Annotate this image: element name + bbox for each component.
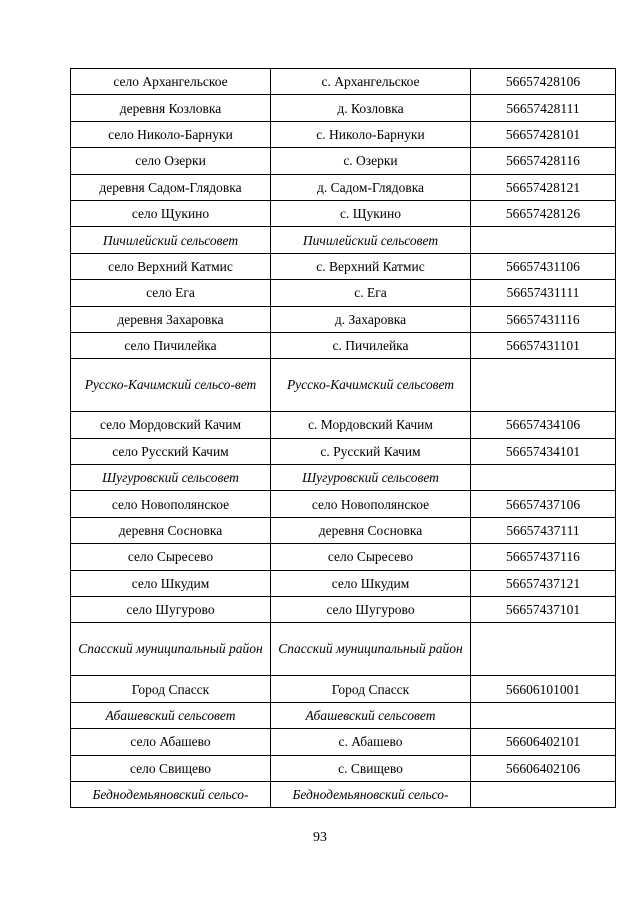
cell-name: село Верхний Катмис (71, 253, 271, 279)
cell-short-name: село Сыресево (271, 544, 471, 570)
table-row (71, 332, 616, 358)
table-row (71, 95, 616, 121)
cell-code (471, 781, 616, 807)
cell-short-name: с. Мордовский Качим (271, 412, 471, 438)
table-row (71, 623, 616, 676)
cell-short-name: Спасский муниципальный район (271, 623, 471, 676)
cell-name: село Русский Качим (71, 438, 271, 464)
cell-short-name: д. Козловка (271, 95, 471, 121)
table-row (71, 702, 616, 728)
cell-name: Русско-Качимский сельсо-вет (71, 359, 271, 412)
cell-code: 56657431101 (471, 332, 616, 358)
table-row (71, 438, 616, 464)
table-row (71, 412, 616, 438)
cell-short-name: д. Садом-Глядовка (271, 174, 471, 200)
table-row (71, 544, 616, 570)
cell-code: 56657434101 (471, 438, 616, 464)
table-row (71, 148, 616, 174)
cell-name: село Щукино (71, 200, 271, 226)
table-row (71, 306, 616, 332)
cell-short-name: село Новополянское (271, 491, 471, 517)
cell-name: село Свищево (71, 755, 271, 781)
cell-short-name: Шугуровский сельсовет (271, 465, 471, 491)
cell-code: 56606402101 (471, 729, 616, 755)
cell-short-name: с. Озерки (271, 148, 471, 174)
cell-short-name: Город Спасск (271, 676, 471, 702)
table-row (71, 465, 616, 491)
cell-code: 56606402106 (471, 755, 616, 781)
table-row (71, 729, 616, 755)
cell-code: 56657431116 (471, 306, 616, 332)
table-row (71, 121, 616, 147)
cell-code: 56657437101 (471, 597, 616, 623)
cell-name: село Озерки (71, 148, 271, 174)
cell-short-name: с. Пичилейка (271, 332, 471, 358)
cell-name: село Абашево (71, 729, 271, 755)
cell-name: Абашевский сельсовет (71, 702, 271, 728)
cell-name: село Архангельское (71, 69, 271, 95)
cell-code (471, 227, 616, 253)
cell-code: 56657437116 (471, 544, 616, 570)
cell-code: 56657428111 (471, 95, 616, 121)
cell-code: 56657434106 (471, 412, 616, 438)
cell-short-name: деревня Сосновка (271, 517, 471, 543)
table-row (71, 280, 616, 306)
table-row (71, 781, 616, 807)
cell-code: 56657428101 (471, 121, 616, 147)
cell-name: село Мордовский Качим (71, 412, 271, 438)
table-row (71, 227, 616, 253)
cell-short-name: с. Свищево (271, 755, 471, 781)
cell-code (471, 702, 616, 728)
page-number: 93 (313, 830, 327, 845)
cell-name: деревня Садом-Глядовка (71, 174, 271, 200)
cell-name: деревня Козловка (71, 95, 271, 121)
cell-code: 56657437106 (471, 491, 616, 517)
cell-short-name: с. Архангельское (271, 69, 471, 95)
cell-code: 56657437111 (471, 517, 616, 543)
table-row (71, 174, 616, 200)
cell-code: 56606101001 (471, 676, 616, 702)
cell-name: Шугуровский сельсовет (71, 465, 271, 491)
cell-code: 56657431106 (471, 253, 616, 279)
cell-code (471, 623, 616, 676)
cell-short-name: село Шкудим (271, 570, 471, 596)
cell-short-name: с. Николо-Барнуки (271, 121, 471, 147)
cell-name: Спасский муниципальный район (71, 623, 271, 676)
cell-name: село Сыресево (71, 544, 271, 570)
cell-name: село Ега (71, 280, 271, 306)
cell-name: село Шкудим (71, 570, 271, 596)
settlements-table-body (71, 69, 616, 808)
cell-short-name: с. Ега (271, 280, 471, 306)
cell-code: 56657428126 (471, 200, 616, 226)
cell-name: деревня Захаровка (71, 306, 271, 332)
cell-name: Пичилейский сельсовет (71, 227, 271, 253)
table-row (71, 253, 616, 279)
cell-name: Беднодемьяновский сельсо- (71, 781, 271, 807)
cell-code: 56657428106 (471, 69, 616, 95)
cell-name: село Пичилейка (71, 332, 271, 358)
cell-name: Город Спасск (71, 676, 271, 702)
table-row (71, 359, 616, 412)
cell-short-name: Абашевский сельсовет (271, 702, 471, 728)
cell-code: 56657428116 (471, 148, 616, 174)
table-row (71, 676, 616, 702)
cell-short-name: с. Щукино (271, 200, 471, 226)
cell-name: село Николо-Барнуки (71, 121, 271, 147)
cell-short-name: Русско-Качимский сельсовет (271, 359, 471, 412)
cell-short-name: Беднодемьяновский сельсо- (271, 781, 471, 807)
cell-name: деревня Сосновка (71, 517, 271, 543)
cell-code (471, 359, 616, 412)
cell-short-name: с. Абашево (271, 729, 471, 755)
cell-code: 56657428121 (471, 174, 616, 200)
cell-short-name: с. Верхний Катмис (271, 253, 471, 279)
table-row (71, 200, 616, 226)
cell-short-name: Пичилейский сельсовет (271, 227, 471, 253)
cell-short-name: село Шугурово (271, 597, 471, 623)
cell-name: село Шугурово (71, 597, 271, 623)
cell-short-name: д. Захаровка (271, 306, 471, 332)
cell-code: 56657437121 (471, 570, 616, 596)
table-row (71, 755, 616, 781)
cell-short-name: с. Русский Качим (271, 438, 471, 464)
cell-code: 56657431111 (471, 280, 616, 306)
cell-code (471, 465, 616, 491)
cell-name: село Новополянское (71, 491, 271, 517)
table-row (71, 491, 616, 517)
table-row (71, 570, 616, 596)
settlements-table (70, 68, 616, 808)
table-row (71, 69, 616, 95)
table-row (71, 517, 616, 543)
table-row (71, 597, 616, 623)
